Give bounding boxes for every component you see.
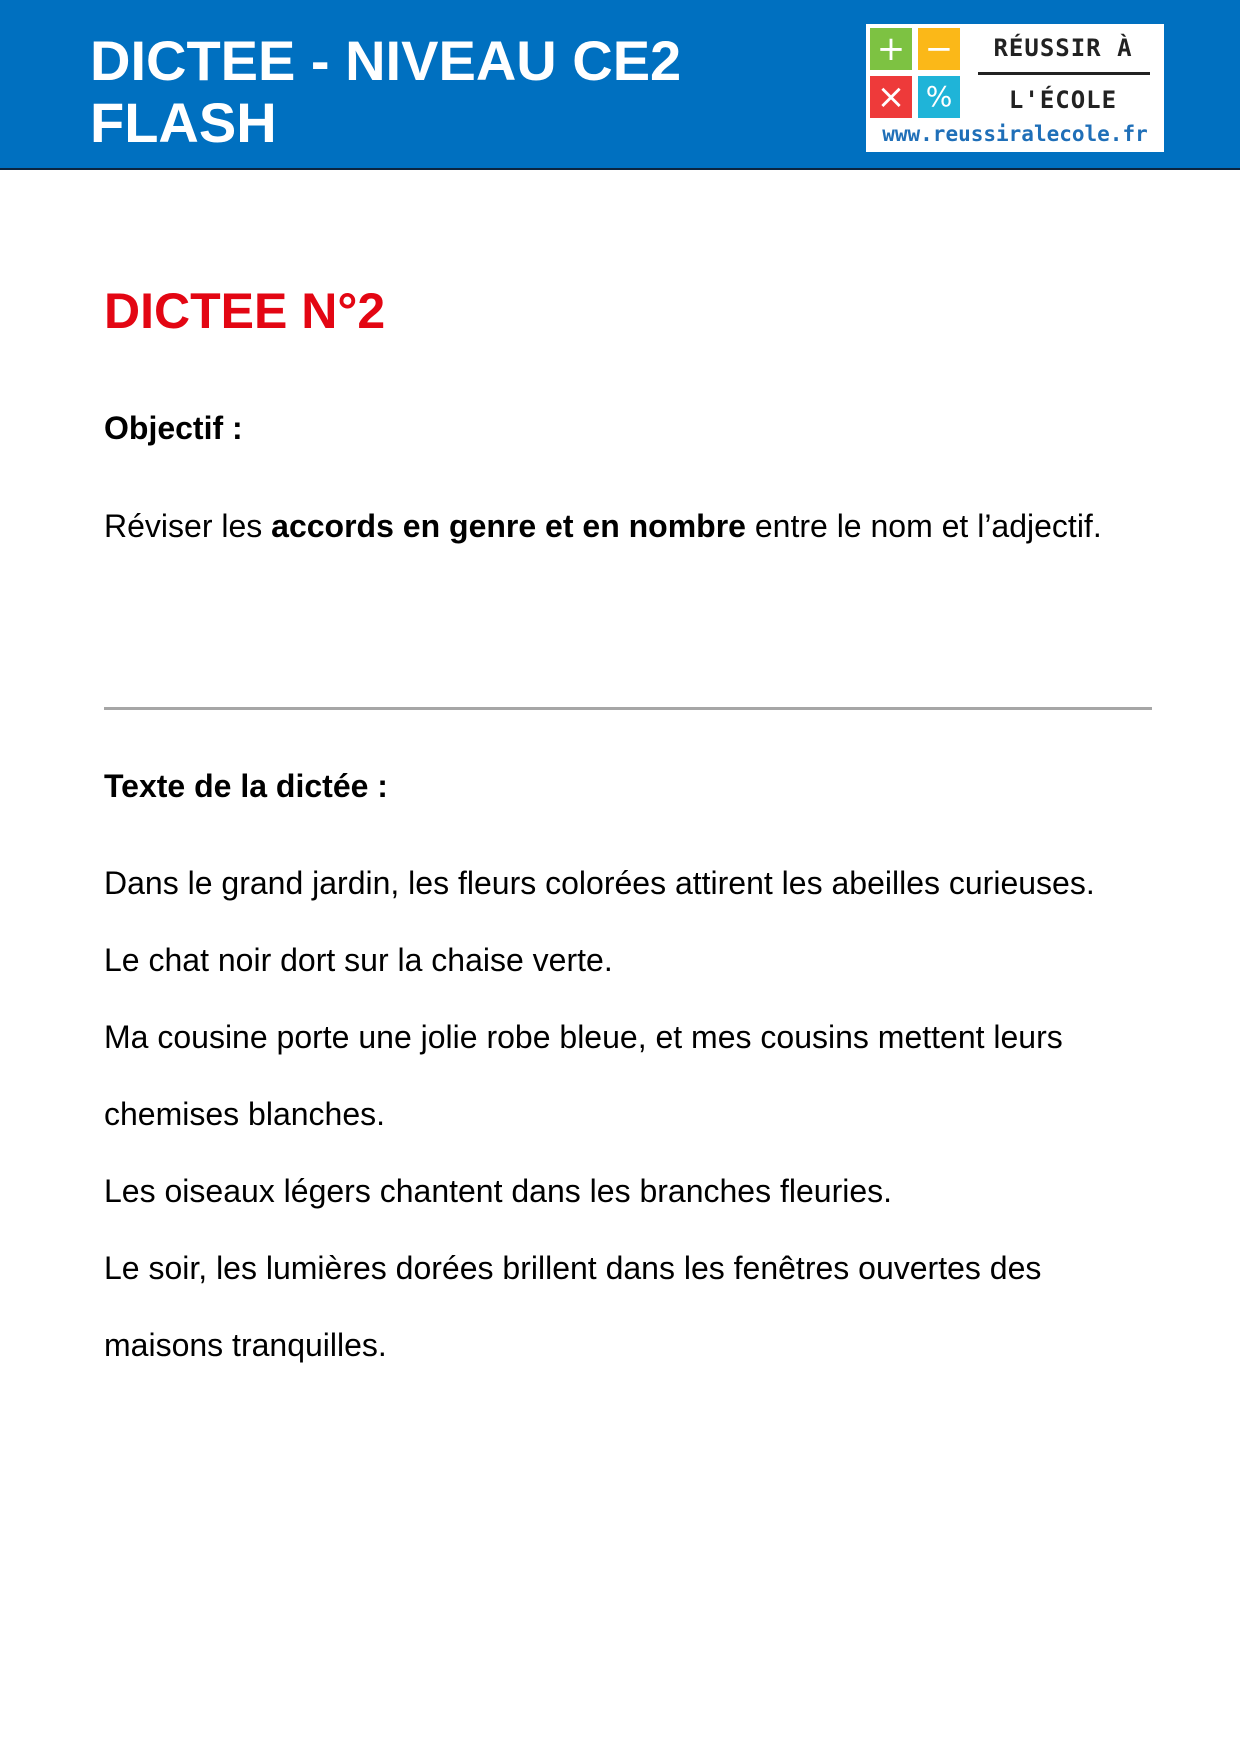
logo-text-line2: L'ÉCOLE xyxy=(1008,86,1118,114)
objective-text xyxy=(104,488,1144,565)
dictation-title: DICTEE N°2 xyxy=(104,283,386,339)
objective-text-end: entre le nom et l’adjectif. xyxy=(745,508,1102,544)
header-title xyxy=(90,30,681,154)
dictation-sentence: Le chat noir dort sur la chaise verte. xyxy=(104,942,613,978)
minus-icon: − xyxy=(918,28,960,70)
dictation-heading: Texte de la dictée : xyxy=(104,768,388,804)
percent-icon: % xyxy=(918,76,960,118)
logo-text-line1: RÉUSSIR À xyxy=(993,34,1133,62)
plus-icon: + xyxy=(870,28,912,70)
section-divider xyxy=(104,707,1152,710)
dictation-sentence: Les oiseaux légers chantent dans les branches fleuries. xyxy=(104,1173,893,1209)
times-icon: × xyxy=(870,76,912,118)
dictation-sentence: Dans le grand jardin, les fleurs colorées attirent les abeilles curieuses. xyxy=(104,865,1095,901)
logo-divider xyxy=(978,72,1150,75)
dictation-sentence: Le soir, les lumières dorées brillent dans les fenêtres ouvertes des maisons tranquilles. xyxy=(104,1250,1042,1363)
dictation-sentence: Ma cousine porte une jolie robe bleue, et mes cousins mettent leurs chemises blanches. xyxy=(104,1019,1063,1132)
header-title-line2: FLASH xyxy=(90,91,277,154)
objective-text-start: Réviser les xyxy=(104,508,272,544)
logo-url: www.reussiralecole.fr xyxy=(882,122,1148,146)
dictation-text xyxy=(104,845,1144,1384)
reussir-a-l-ecole-logo xyxy=(866,24,1164,152)
page-header xyxy=(0,0,1240,170)
objective-heading: Objectif : xyxy=(104,410,243,446)
header-title-line1: DICTEE - NIVEAU CE2 xyxy=(90,29,682,92)
objective-text-emphasis: accords en genre et en nombre xyxy=(271,508,746,544)
